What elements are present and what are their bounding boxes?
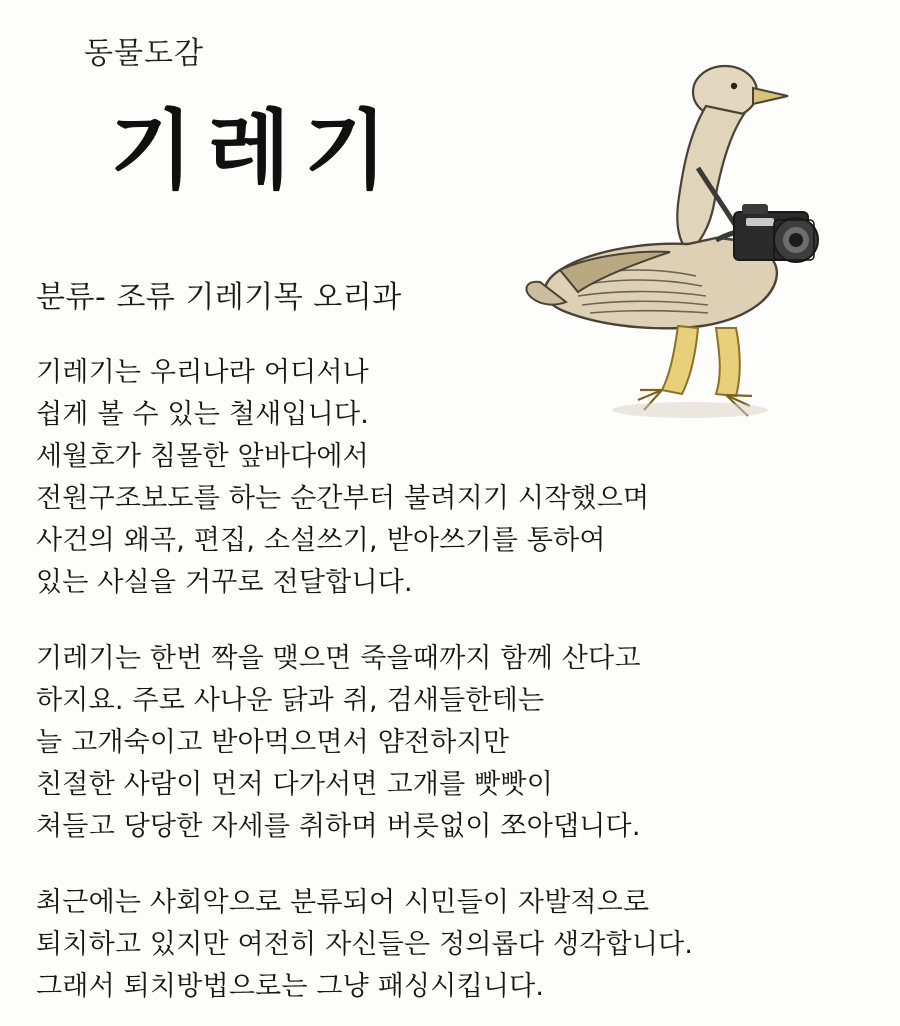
- text-line: 기레기는 한번 짝을 맺으면 죽을때까지 함께 산다고: [36, 643, 641, 674]
- paragraph-2: [36, 638, 866, 848]
- page-title: 기레기: [110, 101, 402, 201]
- body-text: [36, 352, 866, 1008]
- text-line: 쳐들고 당당한 자세를 취하며 버릇없이 쪼아댑니다.: [36, 811, 641, 842]
- text-line: 있는 사실을 거꾸로 전달합니다.: [36, 567, 413, 598]
- text-line: 친절한 사람이 먼저 다가서면 고개를 빳빳이: [36, 769, 553, 800]
- text-line: 사건의 왜곡, 편집, 소설쓰기, 받아쓰기를 통하여: [36, 525, 606, 556]
- paragraph-3: [36, 882, 866, 1008]
- camera-icon: [734, 204, 818, 262]
- text-line: 그래서 퇴치방법으로는 그냥 패싱시킵니다.: [36, 971, 545, 1002]
- text-line: 세월호가 침몰한 앞바다에서: [36, 441, 369, 472]
- classification-line: 분류- 조류 기레기목 오리과: [36, 280, 402, 315]
- text-line: 전원구조보도를 하는 순간부터 불려지기 시작했으며: [36, 483, 650, 514]
- goose-with-camera-illustration: [520, 44, 850, 434]
- text-line: 기레기는 우리나라 어디서나: [36, 357, 369, 388]
- text-line: 늘 고개숙이고 받아먹으면서 얌전하지만: [36, 727, 510, 758]
- text-line: 퇴치하고 있지만 여전히 자신들은 정의롭다 생각합니다.: [36, 929, 694, 960]
- page-kicker: 동물도감: [84, 36, 204, 71]
- text-line: 하지요. 주로 사나운 닭과 쥐, 검새들한테는: [36, 685, 545, 716]
- text-line: 최근에는 사회악으로 분류되어 시민들이 자발적으로: [36, 887, 650, 918]
- text-line: 쉽게 볼 수 있는 철새입니다.: [36, 399, 370, 430]
